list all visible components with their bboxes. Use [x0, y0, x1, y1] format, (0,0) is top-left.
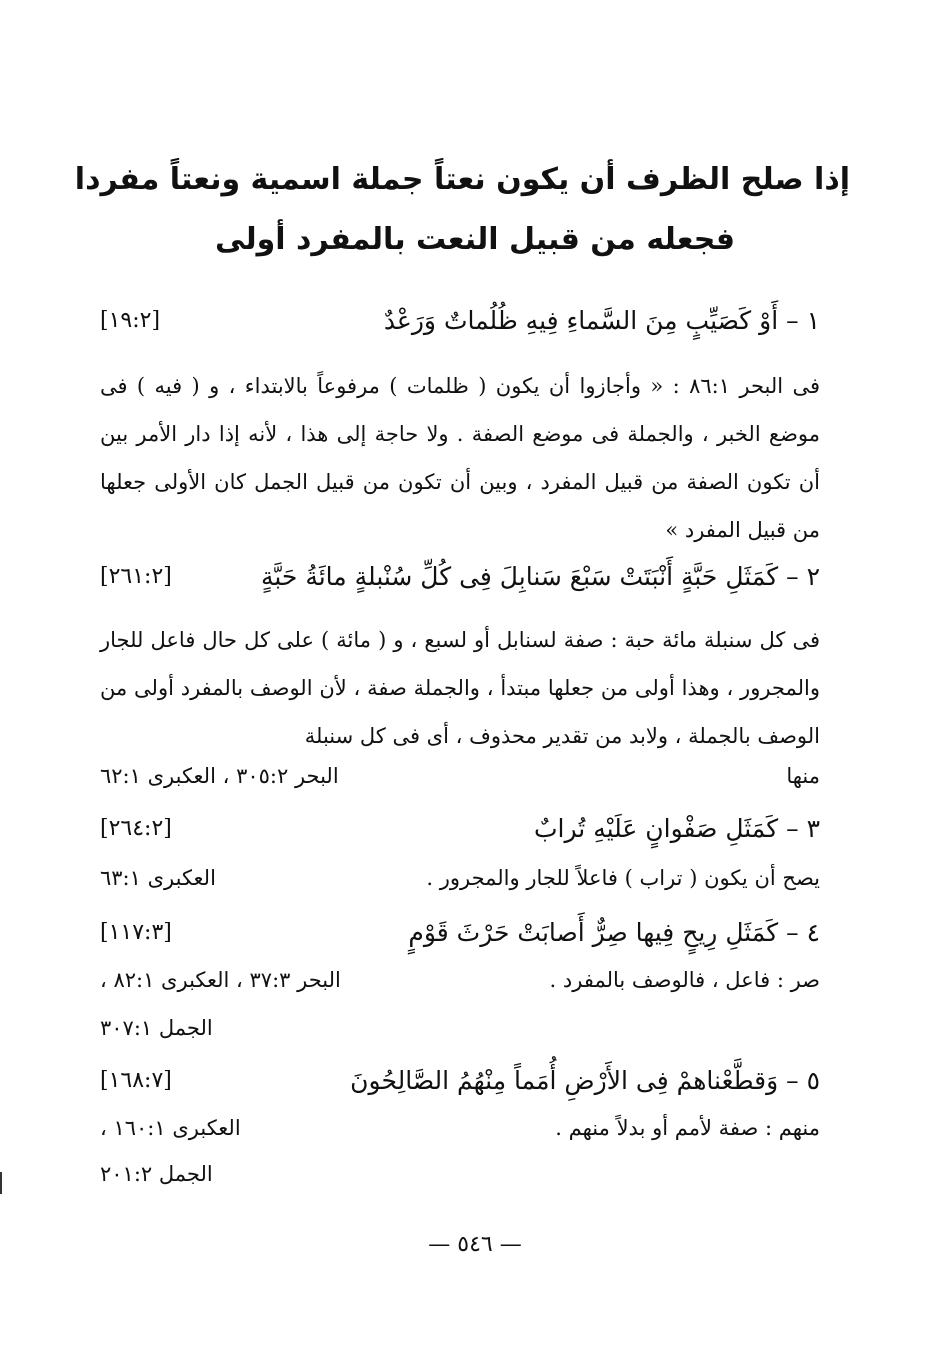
verse-reference: [٢٦١:٢]: [100, 564, 172, 589]
verse-entry-2: [100, 562, 820, 602]
verse-entry-4: [100, 918, 820, 958]
source-citation-continued: الجمل ٣٠٧:١: [100, 1016, 213, 1040]
verse-reference: [١٦٨:٧]: [100, 1068, 172, 1093]
verse-reference: [١٩:٢]: [100, 308, 161, 333]
commentary-line-5: [100, 1116, 820, 1156]
verse-text: ٣ – كَمَثَلِ صَفْوانٍ عَلَيْهِ تُرابٌ: [534, 814, 820, 843]
verse-entry-5: [100, 1066, 820, 1106]
commentary-paragraph-2: فى كل سنبلة مائة حبة : صفة لسنابل أو لسبع ، و ( مائة ) على كل حال فاعل للجار والمجرور ، وهذا أولى من جعلها مبتدأ ، والجملة صفة ، لأن الوصف بالمفرد أولى من الوصف بالجملة ، ولابد من تقدير محذوف ، أى فى كل سنبلة: [100, 628, 820, 748]
source-citation: العكبرى ١٦٠:١ ،: [100, 1116, 241, 1140]
source-citation: البحر ٣٠٥:٢ ، العكبرى ٦٢:١: [100, 764, 339, 788]
verse-reference: [١١٧:٣]: [100, 920, 172, 945]
verse-text: ٥ – وَقطَّعْناهمْ فِى الأَرْضِ أُمَماً مِنْهُمُ الصَّالِحُونَ: [350, 1066, 820, 1095]
commentary-text: صر : فاعل ، فالوصف بالمفرد .: [549, 968, 820, 992]
commentary-paragraph-1: فى البحر ٨٦:١ : « وأجازوا أن يكون ( ظلمات ) مرفوعاً بالابتداء ، و ( فيه ) فى موضع الخبر ، والجملة فى موضع الصفة . ولا حاجة إلى هذا ، لأنه إذا دار الأمر بين أن تكون الصفة من قبيل المفرد ، وبين أن تكون من قبيل الجمل كان الأولى جعلها من قبيل المفرد »: [100, 374, 820, 542]
scan-edge-mark: [0, 1172, 2, 1194]
verse-text: ٢ – كَمَثَلِ حَبَّةٍ أَنْبَتَتْ سَبْعَ سَنابِلَ فِى كُلِّ سُنْبلةٍ مائَةُ حَبَّةٍ: [260, 562, 820, 591]
verse-entry-3: [100, 814, 820, 854]
source-citation: العكبرى ٦٣:١: [100, 866, 216, 890]
commentary-line-4: [100, 968, 820, 1008]
commentary-last-line-2: [100, 764, 820, 804]
source-citation-continued: الجمل ٢٠١:٢: [100, 1162, 213, 1186]
verse-text: ٤ – كَمَثَلِ رِيحٍ فِيها صِرٌّ أَصابَتْ حَرْثَ قَوْمٍ: [408, 918, 820, 947]
verse-reference: [٢٦٤:٢]: [100, 816, 172, 841]
verse-text: ١ – أَوْ كَصَيِّبٍ مِنَ السَّماءِ فِيهِ ظُلُماتٌ وَرَعْدٌ: [383, 306, 820, 335]
verse-entry-1: [100, 306, 820, 346]
commentary-line-3: [100, 866, 820, 906]
commentary-text: منهم : صفة لأمم أو بدلاً منهم .: [555, 1116, 820, 1140]
source-citation: البحر ٣٧:٣ ، العكبرى ٨٢:١ ،: [100, 968, 341, 992]
section-title-line-1: إذا صلح الظرف أن يكون نعتاً جملة اسمية ونعتاً مفردا: [74, 162, 850, 197]
page-number: — ٥٤٦ —: [428, 1232, 522, 1257]
commentary-last-word: منها: [786, 764, 820, 788]
section-title-line-2: فجعله من قبيل النعت بالمفرد أولى: [215, 222, 735, 257]
commentary-text: يصح أن يكون ( تراب ) فاعلاً للجار والمجرور .: [426, 866, 820, 890]
